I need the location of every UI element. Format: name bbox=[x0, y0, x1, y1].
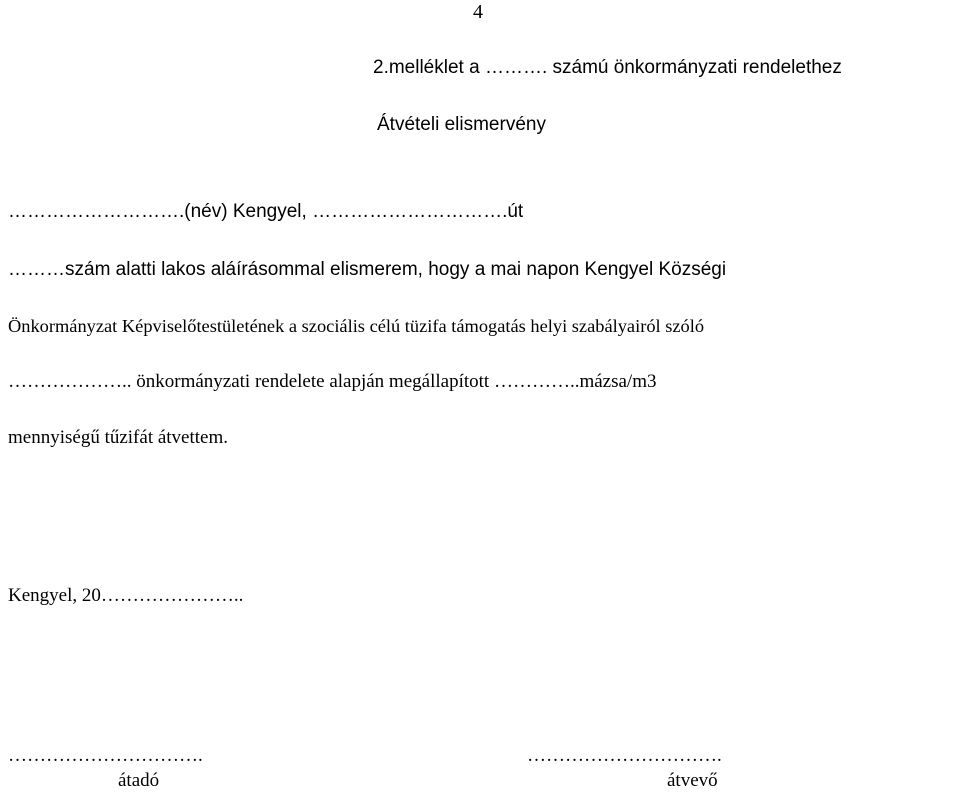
recipient-signature-line: …………………………. bbox=[527, 745, 722, 766]
annex-title: 2.melléklet a ………. számú önkormányzati rendelethez bbox=[373, 57, 842, 78]
body-text-line-3: mennyiségű tűzifát átvettem. bbox=[8, 427, 229, 448]
page-number: 4 bbox=[473, 1, 483, 23]
handover-signature-line: …………………………. bbox=[8, 745, 203, 766]
body-text-line-1: Önkormányzat Képviselőtestületének a szociális célú tüzifa támogatás helyi szabályairól szóló bbox=[8, 316, 705, 336]
place-date-line: Kengyel, 20………………….. bbox=[8, 585, 244, 606]
name-address-line: ……………………….(név) Kengyel, ………………………….út bbox=[8, 201, 524, 222]
recipient-signature-label: átvevő bbox=[667, 770, 718, 791]
handover-signature-label: átadó bbox=[118, 770, 160, 791]
address-statement-line: ………szám alatti lakos aláírásommal elismerem, hogy a mai napon Kengyel Községi bbox=[8, 259, 727, 280]
body-text-line-2: ……………….. önkormányzati rendelete alapján megállapított …………..mázsa/m3 bbox=[8, 371, 657, 392]
document-title: Átvételi elismervény bbox=[377, 114, 546, 135]
